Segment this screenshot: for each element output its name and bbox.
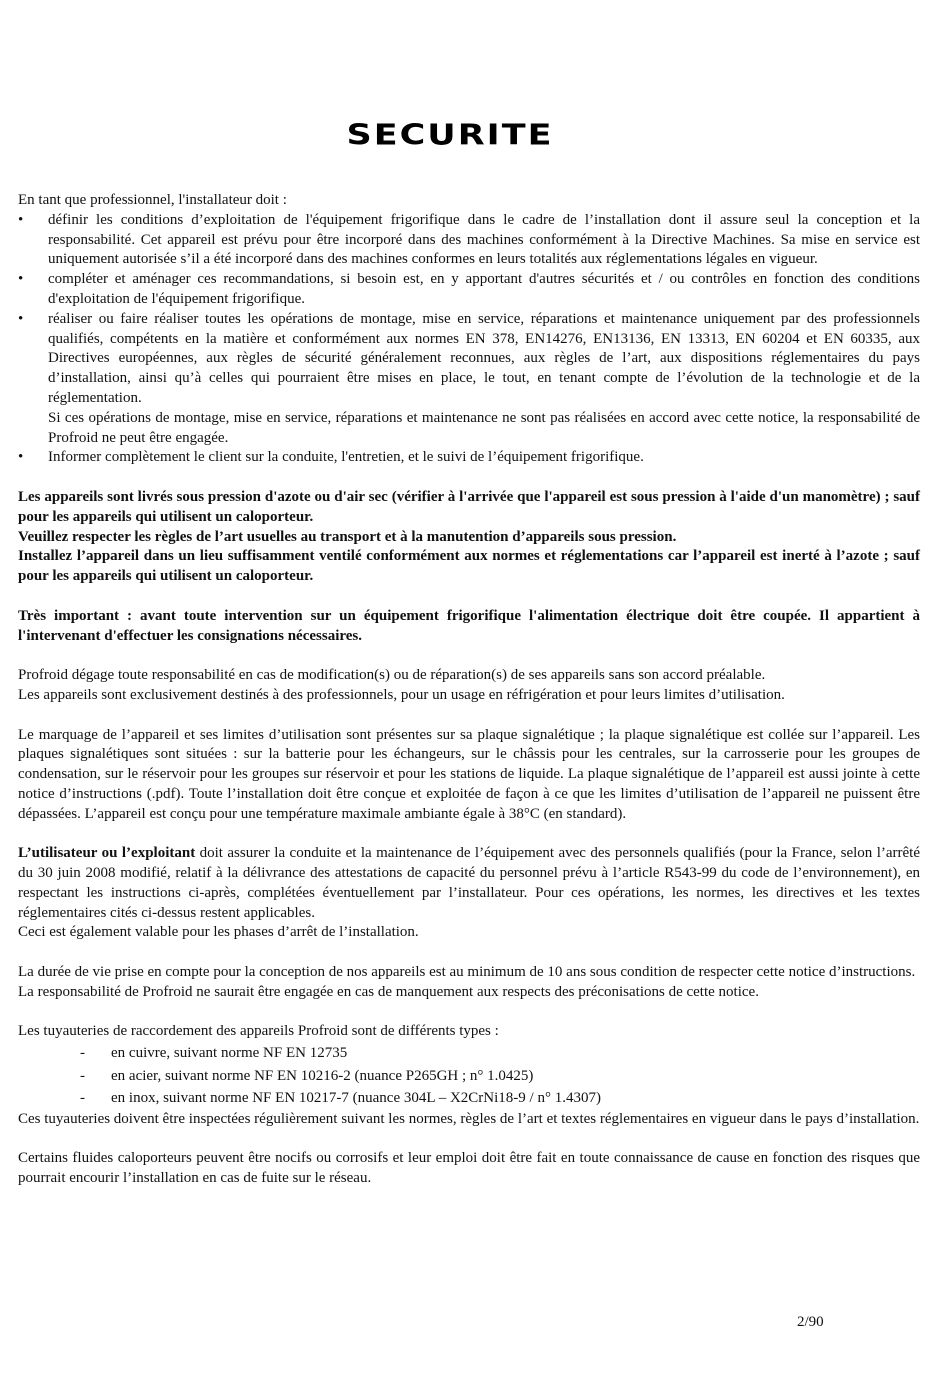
user-text: doit assurer la conduite et la maintenance de l’équipement avec des personnels qualifiés (pour la France, selon l’arrêté du 30 juin 2008 modifié, relatif à la délivrance des attestations de capacité du personnel prévu à l’article R543-99 du code de l’environnement), en respectant les instructions ci-après, complétées éventuellement par l’installateur. Pour ces opérations, les normes, les directives et les textes réglementaires cités ci-dessus restent applicables.	[18, 845, 921, 921]
bullet-icon: •	[18, 211, 24, 228]
lifetime-responsibility: La responsabilité de Profroid ne saurait être engagée en cas de manquement aux respects des préconisations de cette notice.	[18, 983, 759, 1000]
document-body	[18, 191, 920, 1189]
transport-warning: Veuillez respecter les règles de l’art usuelles au transport et à la manutention d’appareils sous pression.	[18, 528, 677, 545]
pipes-intro: Les tuyauteries de raccordement des appareils Profroid sont de différents types :	[18, 1023, 499, 1040]
dash-icon: -	[80, 1090, 85, 1107]
pipe-text: en cuivre, suivant norme NF EN 12735	[111, 1045, 348, 1062]
pipe-item	[18, 1042, 920, 1065]
bullet-item	[18, 448, 920, 468]
pipe-item	[18, 1087, 920, 1110]
pipe-text: en acier, suivant norme NF EN 10216-2 (nuance P265GH ; n° 1.0425)	[111, 1067, 534, 1084]
pipe-item	[18, 1065, 920, 1088]
page-number: 2/90	[797, 1314, 824, 1330]
marking-paragraph: Le marquage de l’appareil et ses limites d’utilisation sont présentes sur sa plaque signalétique ; la plaque signalétique est collée sur l’appareil. Les plaques signalétiques sont situées : sur la batterie pour les échangeurs, sur le châssis pour les centrales, sur la carrosserie pour les groupes de condensation, sur le réservoir pour les groupes sur réservoir et pour les stations de liquide. La plaque signalétique de l’appareil est aussi jointe à cette notice d’instructions (.pdf). Toute l’installation doit être conçue et exploitée de façon à ce que les limites d’utilisation de l’appareil ne puissent être dépassées. L’appareil est conçu pour une température maximale ambiante égale à 38°C (en standard).	[18, 726, 920, 822]
bullet-item	[18, 211, 920, 270]
intro-line: En tant que professionnel, l'installateur doit :	[18, 192, 287, 208]
fluids-paragraph: Certains fluides caloporteurs peuvent être nocifs ou corrosifs et leur emploi doit être fait en toute connaissance de cause en fonction des risques que pourrait encourir l’installation en cas de fuite sur le réseau.	[18, 1150, 920, 1187]
pipes-note: Ces tuyauteries doivent être inspectées régulièrement suivant les normes, règles de l’art et textes réglementaires en vigueur dans le pays d’installation.	[18, 1110, 920, 1127]
bullet-icon: •	[18, 310, 24, 327]
pipe-text: en inox, suivant norme NF EN 10217-7 (nuance 304L – X2CrNi18-9 / n° 1.4307)	[111, 1090, 601, 1107]
lifetime-paragraph: La durée de vie prise en compte pour la conception de nos appareils est au minimum de 10 ans sous condition de respecter cette notice d’instructions.	[18, 964, 916, 981]
bullet-text: compléter et aménager ces recommandations, si besoin est, en y apportant d'autres sécurités et / ou contrôles en fonction des conditions d'exploitation de l'équipement frigorifique.	[48, 271, 920, 307]
usage-line: Les appareils sont exclusivement destinés à des professionnels, pour un usage en réfrigération et pour leurs limites d’utilisation.	[18, 686, 785, 703]
bullet-text: définir les conditions d’exploitation de l'équipement frigorifique dans le cadre de l’installation dont il assure seul la conception et la responsabilité. Cet appareil est prévu pour être incorporé dans des machines conformément à la Directive Machines. Sa mise en service est uniquement autorisée s’il a été incorporé dans des machines conformes en leurs totalités aux réglementations légales en vigueur.	[48, 211, 920, 268]
bullet-text: réaliser ou faire réaliser toutes les opérations de montage, mise en service, réparations et maintenance uniquement par des professionnels qualifiés, compétents en la matière et conformément aux normes EN 378, EN14276, EN13136, EN 13313, EN 60204 et EN 60335, aux Directives européennes, aux règles de sécurité généralement reconnues, aux règles de l’art, aux dispositions réglementaires du pays d’installation, ainsi qu’à celles qui pourraient être mises en place, le tout, en tenant compte de l’évolution de la technologie et de la réglementation.	[48, 310, 920, 406]
bullet-icon: •	[18, 449, 24, 466]
responsibility-line: Profroid dégage toute responsabilité en cas de modification(s) ou de réparation(s) de ses appareils sans son accord préalable.	[18, 667, 766, 684]
bullet-item	[18, 310, 920, 409]
dash-icon: -	[80, 1045, 85, 1062]
page-title: SECURITE	[346, 118, 554, 152]
bullet-note: Si ces opérations de montage, mise en service, réparations et maintenance ne sont pas réalisées en accord avec cette notice, la responsabilité de Profroid ne peut être engagée.	[48, 409, 920, 446]
user-note: Ceci est également valable pour les phases d’arrêt de l’installation.	[18, 924, 419, 941]
pressure-warning: Les appareils sont livrés sous pression d'azote ou d'air sec (vérifier à l'arrivée que l'appareil est sous pression à l'aide d'un manomètre) ; sauf pour les appareils qui utilisent un caloporteur.	[18, 488, 920, 525]
bullet-item	[18, 270, 920, 310]
user-bold-lead: L’utilisateur ou l’exploitant	[18, 845, 196, 862]
ventilation-warning: Installez l’appareil dans un lieu suffisamment ventilé conformément aux normes et réglementations car l’appareil est inerté à l’azote ; sauf pour les appareils qui utilisent un caloporteur.	[18, 548, 920, 585]
dash-icon: -	[80, 1067, 85, 1084]
bullet-text: Informer complètement le client sur la conduite, l'entretien, et le suivi de l’équipement frigorifique.	[48, 449, 644, 466]
important-warning: Très important : avant toute intervention sur un équipement frigorifique l'alimentation électrique doit être coupée. Il appartient à l'intervenant d'effectuer les consignations nécessaires.	[18, 607, 920, 644]
user-paragraph	[18, 844, 920, 923]
bullet-icon: •	[18, 271, 24, 288]
